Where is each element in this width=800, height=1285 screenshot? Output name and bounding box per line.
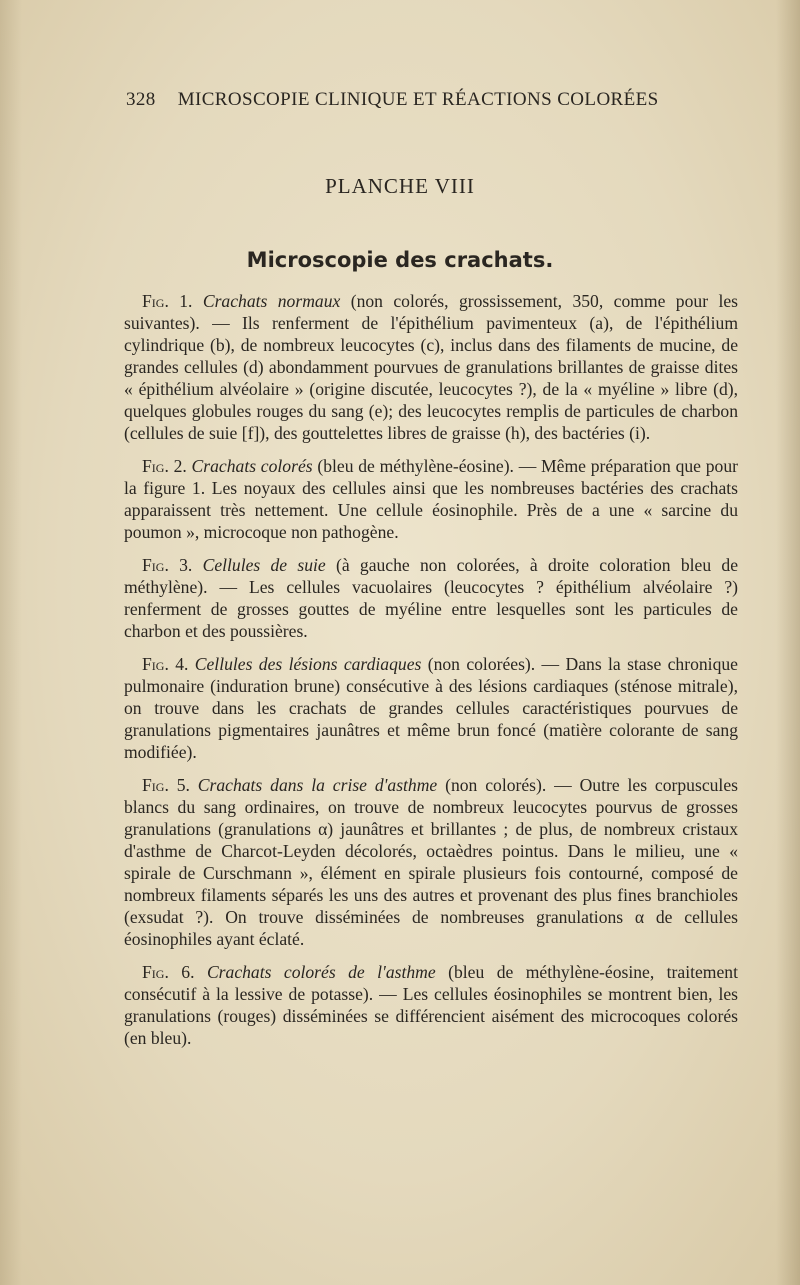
figure-legend-1: [124, 290, 738, 444]
page-number: 328: [126, 89, 156, 110]
figure-legend-5: [124, 774, 738, 950]
figure-text: (non colorées). — Dans la stase chronique pulmonaire (induration brune) consécutive à des lésions cardiaques (sténose mitrale), on trouve dans les crachats de grandes cellules caractéristiques pourvues de granulations pigmentaires jaunâtres et même brun foncé (matière colorante de sang modifiée).: [124, 654, 738, 762]
figure-caption: Crachats colorés: [191, 456, 313, 476]
figure-legend-4: [124, 653, 738, 763]
figure-legend-6: [124, 961, 738, 1049]
figure-label: Fig. 6.: [142, 962, 195, 982]
figure-legend-2: [124, 455, 738, 543]
figure-text: (bleu de méthylène-éosine, traitement consécutif à la lessive de potasse). — Les cellules éosinophiles se montrent bien, les granulations (rouges) disséminées se différencient aisément des microcoques colorés (en bleu).: [124, 962, 738, 1048]
figure-text: (à gauche non colorées, à droite coloration bleu de méthylène). — Les cellules vacuolaires (leucocytes ? épithélium alvéolaire ?) renferment de grosses gouttes de myéline entre lesquelles sont les particules de charbon et des poussières.: [124, 555, 739, 641]
figure-legend-3: [124, 554, 738, 642]
figure-caption: Crachats normaux: [202, 291, 341, 311]
figure-caption: Crachats colorés de l'asthme: [206, 962, 436, 982]
figure-label: Fig. 3.: [142, 555, 193, 575]
figure-label: Fig. 1.: [142, 291, 193, 311]
figure-text: (non colorés, grossissement, 350, comme pour les suivantes). — Ils renferment de l'épithélium pavimenteux (a), de l'épithélium cylindrique (b), de nombreux leucocytes (c), inclus dans des filaments de mucine, de grandes cellules (d) abondamment pourvues de granulations brillantes de graisse dites « épithélium alvéolaire » (origine discutée, leucocytes ?), de la « myéline » libre (d), quelques globules rouges du sang (e); des leucocytes remplis de particules de charbon (cellules de suie [f]), des gouttelettes libres de graisse (h), des bactéries (i).: [124, 291, 738, 443]
figure-text: (bleu de méthylène-éosine). — Même préparation que pour la figure 1. Les noyaux des cellules ainsi que les nombreuses bactéries des crachats apparaissent très nettement. Une cellule éosinophile. Près de a une « sarcine du poumon », microcoque non pathogène.: [124, 456, 738, 542]
running-header: [126, 89, 726, 111]
figure-legends: [124, 290, 738, 1060]
figure-caption: Crachats dans la crise d'asthme: [197, 775, 438, 795]
section-title: Microscopie des crachats.: [246, 248, 554, 272]
figure-text: (non colorés). — Outre les corpuscules blancs du sang ordinaires, on trouve de nombreux leucocytes pourvus de grosses granulations (granulations α) jaunâtres et brillantes ; de plus, de nombreux cristaux d'asthme de Charcot-Leyden décolorés, octaèdres pointus. Dans le milieu, une « spirale de Curschmann », élément en spirale plusieurs fois contourné, composé de nombreux filaments séparés les uns des autres et provenant des plus fines branchioles (exsudat ?). On trouve disséminées de nombreuses granulations α de cellules éosinophiles ayant éclaté.: [124, 775, 738, 949]
running-title: MICROSCOPIE CLINIQUE ET RÉACTIONS COLORÉES: [177, 89, 659, 110]
figure-label: Fig. 5.: [142, 775, 190, 795]
plate-heading: PLANCHE VIII: [325, 174, 475, 198]
figure-label: Fig. 4.: [142, 654, 189, 674]
figure-label: Fig. 2.: [142, 456, 187, 476]
figure-caption: Cellules de suie: [202, 555, 326, 575]
figure-caption: Cellules des lésions cardiaques: [194, 654, 422, 674]
